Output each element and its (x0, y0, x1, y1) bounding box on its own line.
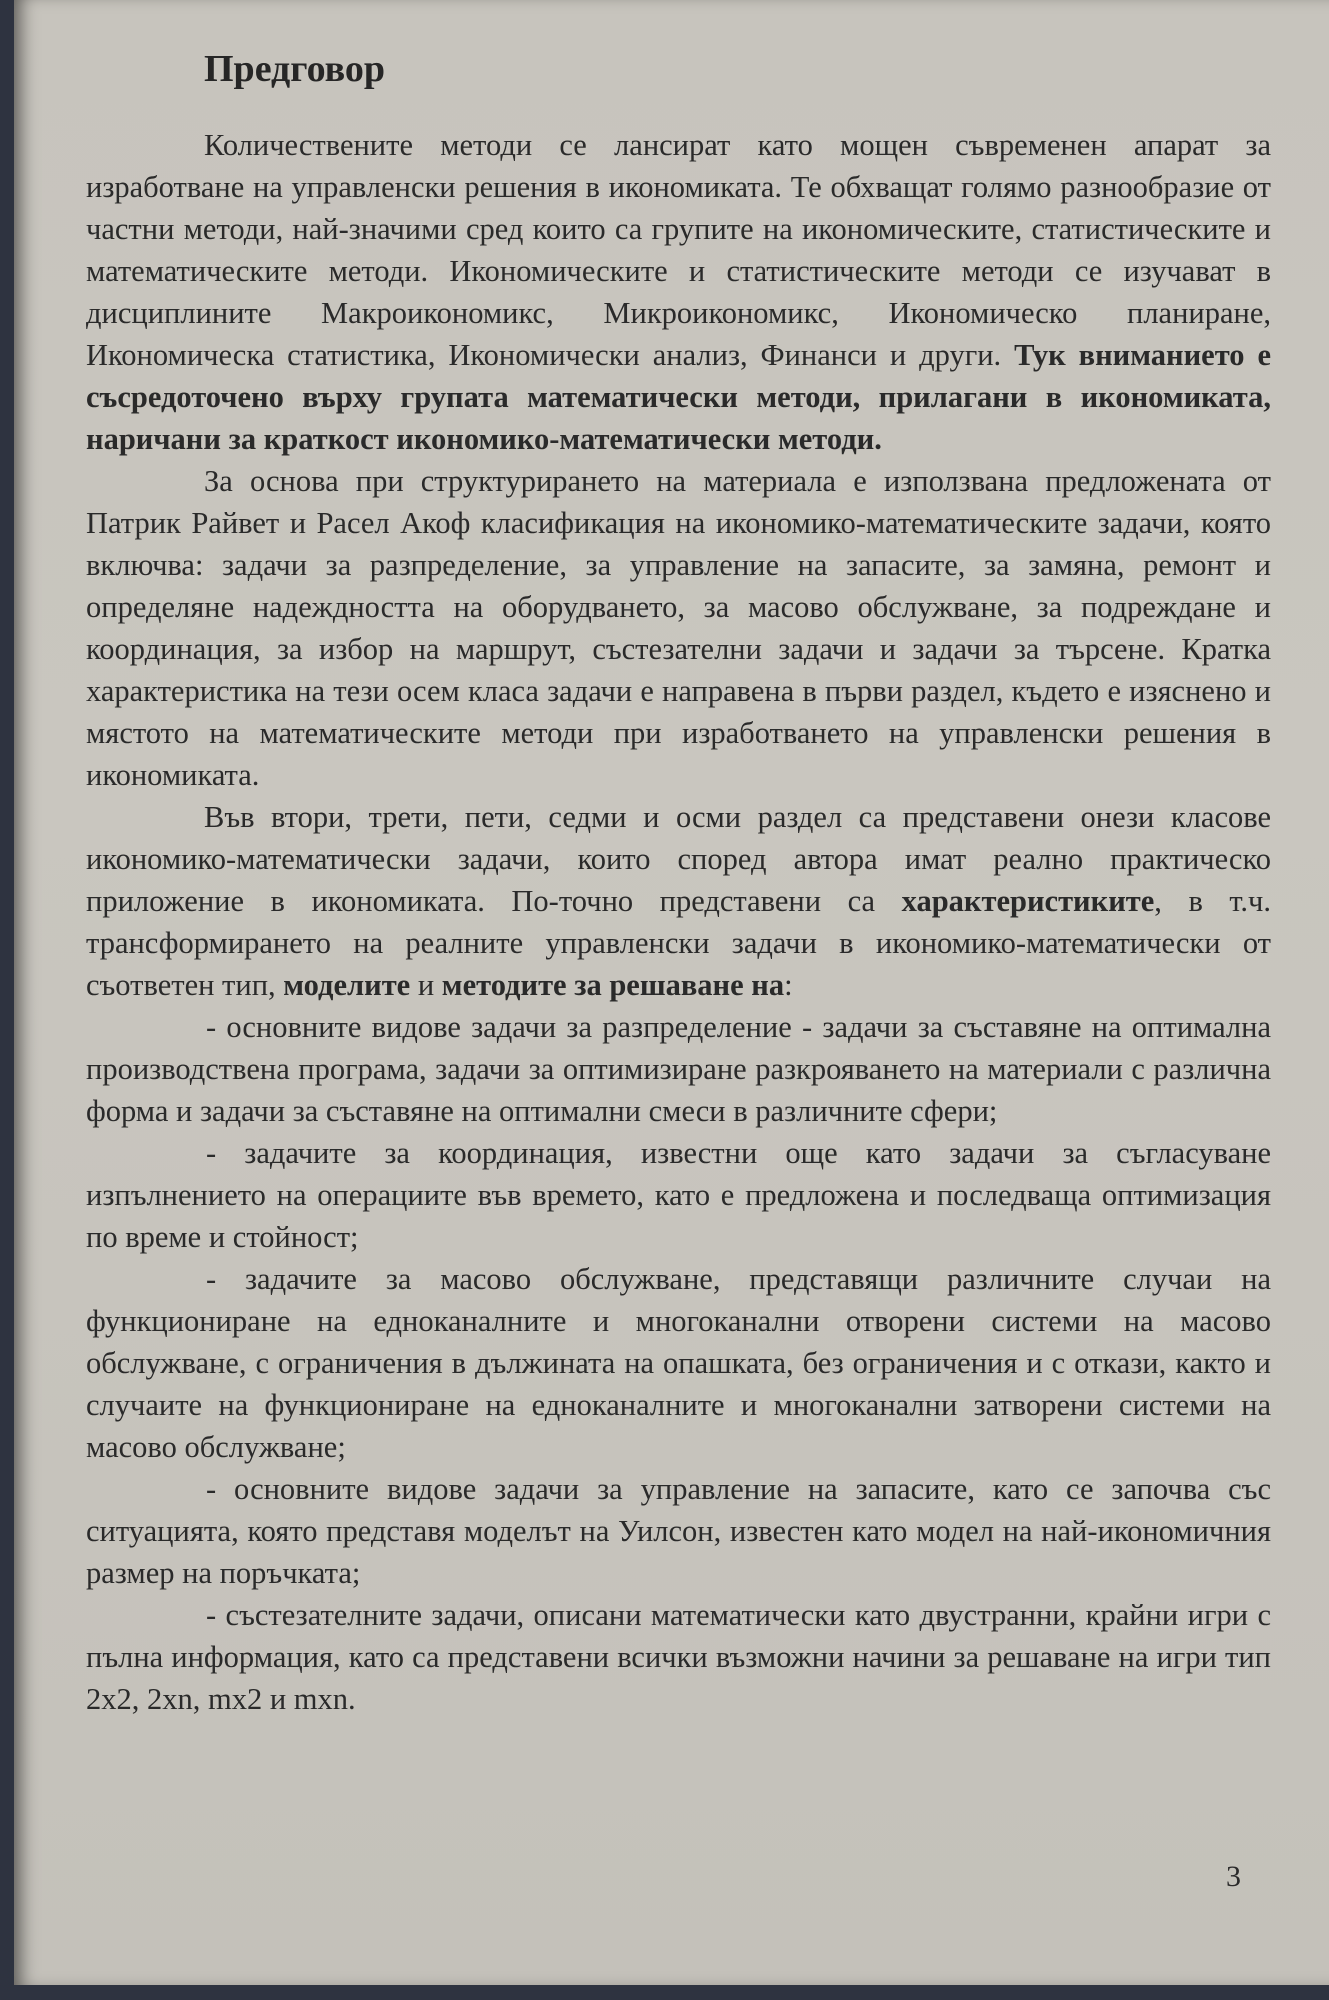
list-item: - задачите за масово обслужване, представящи различните случаи на функциониране на едноканалните и многоканални отворени системи на масово обслужване, с ограничения в дължината на опашката, без ограничения и с откази, както и случаите на функциониране на едноканалните и многоканални затворени системи на масово обслужване; (86, 1262, 1271, 1464)
paragraph-3-bold-2: моделите (283, 968, 411, 1002)
paragraph-1-bold: Тук вниманието е съсредоточено върху групата математически методи, прилагани в икономиката, наричани за краткост икономико-математически методи. (86, 338, 1271, 456)
paragraph-3-text-1: Във втори, трети, пети, седми и осми раздел са представени онези класове икономико-математически задачи, които според автора имат реално практическо приложение в икономиката. По-точно представени са (86, 800, 1271, 918)
list-item: - задачите за координация, известни още като задачи за съгласуване изпълнението на операциите във времето, като е предложена и последваща оптимизация по време и стойност; (86, 1136, 1271, 1254)
paragraph-3-text-4: : (784, 968, 793, 1002)
paragraph-1-text: Количествените методи се лансират като мощен съвременен апарат за изработване на управленски решения в икономиката. Те обхващат голямо разнообразие от частни методи, най-значими сред които са групите на икономическите, статистическите и математическите методи. Икономическите и статистическите методи се изучават в дисциплините Макроикономикс, Микроикономикс, Икономическо планиране, Икономическа статистика, Икономически анализ, Финанси и други. (86, 128, 1271, 372)
book-page (14, 0, 1329, 1985)
list-item: - състезателните задачи, описани математически като двустранни, крайни игри с пълна информация, като са представени всички възможни начини за решаване на игри тип 2x2, 2xn, mx2 и mxn. (86, 1598, 1271, 1716)
paragraph-3-bold-1: характеристиките (901, 884, 1155, 918)
paragraph-3 (86, 796, 1271, 1006)
page-number: 3 (1226, 1860, 1241, 1893)
page-content (86, 40, 1271, 1720)
paragraph-3-text-2: , в т.ч. трансформирането на реалните управленски задачи в икономико-математически от съответен тип, (86, 884, 1272, 1002)
page-title: Предговор (204, 48, 386, 90)
list-item: - основните видове задачи за разпределение - задачи за съставяне на оптимална производствена програма, задачи за оптимизиране разкрояването на материали с различна форма и задачи за съставяне на оптимални смеси в различните сфери; (86, 1010, 1271, 1128)
paragraph-1 (86, 124, 1271, 460)
paragraph-3-bold-3: методите за решаване на (441, 968, 785, 1002)
list-item: - основните видове задачи за управление на запасите, като се започва със ситуацията, която представя моделът на Уилсон, известен като модел на най-икономичния размер на поръчката; (86, 1472, 1271, 1590)
paragraph-2: За основа при структурирането на материала е използвана предложената от Патрик Райвет и Расел Акоф класификация на икономико-математическите задачи, която включва: задачи за разпределение, за управление на запасите, за замяна, ремонт и определяне надеждността на оборудването, за масово обслужване, за подреждане и координация, за избор на маршрут, състезателни задачи и задачи за търсене. Кратка характеристика на тези осем класа задачи е направена в първи раздел, където е изяснено и мястото на математическите методи при изработването на управленски решения в икономиката. (86, 464, 1271, 792)
paragraph-3-text-3: и (410, 968, 442, 1002)
